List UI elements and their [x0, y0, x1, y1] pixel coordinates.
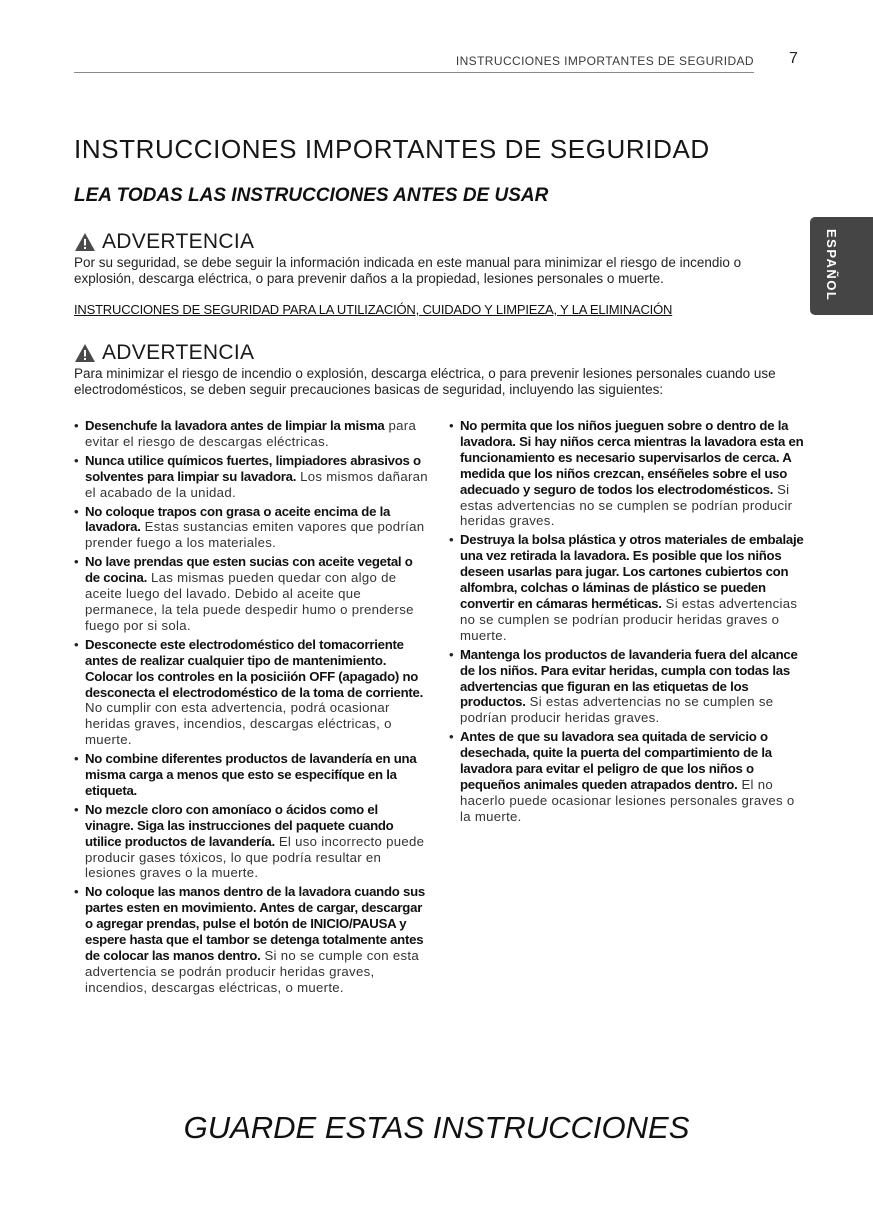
item-regular-text: Si estas advertencias no se cumplen se podrían producir heridas graves o muerte. — [460, 595, 798, 643]
list-item — [449, 729, 804, 824]
item-bold-text: No permita que los niños jueguen sobre o dentro de la lavadora. Si hay niños cerca mientras la lavadora esta en funcionamiento es necesario supervisarlos de cerca. A medida que los niños crezcan, enséñeles sobre el uso adecuado y seguro de todos los electrodomésticos. — [460, 418, 804, 497]
item-bold-text: No coloque trapos con grasa o aceite encima de la lavadora. — [85, 503, 391, 535]
item-bold-text: No mezcle cloro con amoníaco o ácidos como el vinagre. Siga las instrucciones del paquete cuando utilice productos de lavandería. — [85, 801, 394, 849]
right-column — [449, 418, 804, 999]
warning-heading-label: ADVERTENCIA — [102, 230, 255, 253]
item-bold-text: Nunca utilice químicos fuertes, limpiadores abrasivos o solventes para limpiar su lavadora. — [85, 452, 421, 484]
list-item — [449, 532, 804, 643]
item-bold-text: Desenchufe la lavadora antes de limpiar la misma — [85, 418, 385, 433]
item-regular-text: Si no se cumple con esta advertencia se podrán producir heridas graves, incendios, descargas eléctricas, o muerte. — [85, 948, 419, 995]
warning-heading — [74, 342, 794, 364]
warning-heading — [74, 231, 794, 253]
warning-block-2 — [74, 342, 794, 398]
item-regular-text: Estas sustancias emiten vapores que podrían prender fuego a los materiales. — [85, 519, 425, 551]
item-bold-text: No combine diferentes productos de lavandería en una misma carga a menos que esto se especifíque en la etiqueta. — [85, 751, 417, 798]
item-regular-text: Si estas advertencias no se cumplen se podrían producir heridas graves. — [460, 694, 774, 726]
warning-triangle-icon — [74, 343, 96, 363]
warning-text: Para minimizar el riesgo de incendio o explosión, descarga eléctrica, o para prevenir lesiones personales cuando use electrodomésticos, se deben seguir precauciones basicas de seguridad, incluyendo las siguientes: — [74, 366, 776, 397]
list-item — [449, 647, 804, 727]
item-bold-text: Desconecte este electrodoméstico del tomacorriente antes de realizar cualquier tipo de mantenimiento. Colocar los controles en la posiciión OFF (apagado) no desconecta el electrodoméstico de la toma de corriente. — [85, 636, 424, 700]
page-number: 7 — [789, 50, 798, 67]
item-bold-text: Mantenga los productos de lavanderia fuera del alcance de los niños. Para evitar heridas, cumpla con todas las advertencias que figuran en las etiquetas de los productos. — [460, 646, 798, 710]
subtitle: LEA TODAS LAS INSTRUCCIONES ANTES DE USAR — [74, 185, 549, 206]
left-column — [74, 418, 429, 999]
warning-heading-label: ADVERTENCIA — [102, 341, 255, 364]
list-item — [74, 751, 429, 799]
item-bold-text: Destruya la bolsa plástica y otros materiales de embalaje una vez retirada la lavadora. Es posible que los niños deseen usarlas para jugar. Los cartones cubiertos con alfombra, colchas o láminas de plástico se pueden convertir en cámaras herméticas. — [460, 532, 804, 611]
language-tab — [810, 217, 873, 315]
item-regular-text: No cumplir con esta advertencia, podrá ocasionar heridas graves, incendios, descargas eléctricas, o muerte. — [85, 700, 392, 748]
warning-text: Por su seguridad, se debe seguir la información indicada en este manual para minimizar el riesgo de incendio o explosión, descarga eléctrica, o para prevenir daños a la propiedad, lesiones personales o muerte. — [74, 255, 742, 286]
warning-triangle-icon — [74, 232, 96, 252]
footer-title: GUARDE ESTAS INSTRUCCIONES — [183, 1110, 690, 1145]
list-item — [74, 418, 429, 450]
list-item — [74, 802, 429, 882]
list-item — [74, 637, 429, 748]
item-regular-text: El uso incorrecto puede producir gases tóxicos, lo que podría resultar en lesiones graves o la muerte. — [85, 833, 425, 881]
item-regular-text: El no hacerlo puede ocasionar lesiones personales graves o la muerte. — [460, 776, 795, 824]
item-bold-text: Antes de que su lavadora sea quitada de servicio o desechada, quite la puerta del compartimiento de la lavadora para evitar el peligro de que los niños o pequeños animales queden atrapados dentro. — [460, 729, 772, 792]
section-heading: INSTRUCCIONES DE SEGURIDAD PARA LA UTILIZACIÓN, CUIDADO Y LIMPIEZA, Y LA ELIMINACIÓN — [74, 302, 673, 317]
item-regular-text: Los mismos dañaran el acabado de la unidad. — [85, 468, 428, 500]
list-item — [74, 884, 429, 995]
item-bold-text: No coloque las manos dentro de la lavadora cuando sus partes esten en movimiento. Antes de cargar, descargar o agregar prendas, pulse el botón de INICIO/PAUSA y espere hasta que el tambor se detenga totalmente antes de colocar las manos dentro. — [85, 884, 425, 963]
page-header — [74, 52, 754, 73]
warning-block-1 — [74, 231, 794, 287]
safety-instructions-list — [74, 418, 804, 999]
page-title: INSTRUCCIONES IMPORTANTES DE SEGURIDAD — [74, 134, 710, 164]
list-item — [74, 504, 429, 552]
item-regular-text: para evitar el riesgo de descargas eléctricas. — [85, 418, 417, 449]
running-title: INSTRUCCIONES IMPORTANTES DE SEGURIDAD — [455, 54, 754, 68]
item-bold-text: No lave prendas que esten sucias con aceite vegetal o de cocina. — [85, 554, 413, 586]
list-item — [74, 554, 429, 634]
list-item — [74, 453, 429, 501]
item-regular-text: Las mismas pueden quedar con algo de aceite luego del lavado. Debido al aceite que permanece, la tela puede despedir humo o prenderse fuego por si sola. — [85, 570, 414, 633]
language-tab-label: ESPAÑOL — [824, 229, 839, 302]
list-item — [449, 418, 804, 529]
item-regular-text: Si estas advertencias no se cumplen se podrían producir heridas graves. — [460, 481, 793, 529]
